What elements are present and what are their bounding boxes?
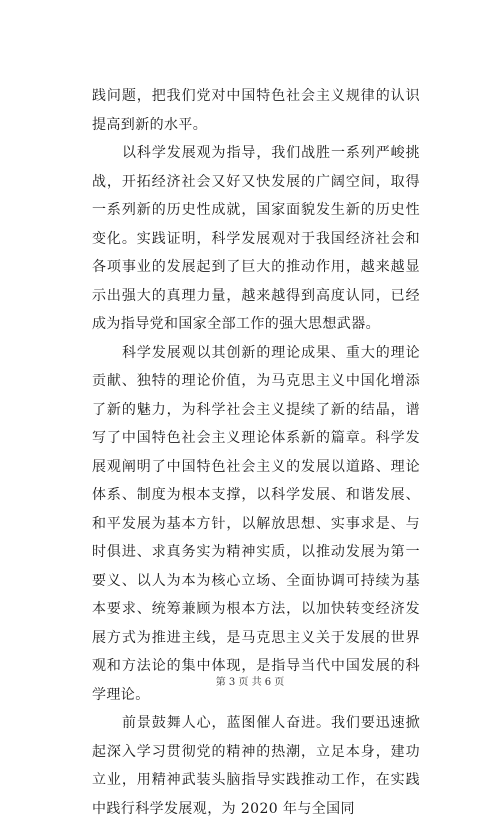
paragraph-prospects: 前景鼓舞人心，蓝图催人奋进。我们要迅速掀起深入学习贯彻党的精神的热潮，立足本身，建功立业，用精神武装头脑指导实践推动工作，在实践中践行科学发展观，为 2020 年与全国同: [92, 715, 420, 817]
paragraph-scientific-outlook-guidance: 以科学发展观为指导，我们战胜一系列严峻挑战，开拓经济社会又好又快发展的广阔空间，取得一系列新的历史性成就，国家面貌发生新的历史性变化。实践证明，科学发展观对于我国经济社会和各项事业的发展起到了巨大的推动作用，越来越显示出强大的真理力量，越来越得到高度认同，已经成为指导党和国家全部工作的强大思想武器。: [92, 145, 420, 332]
paragraph-continuation: 践问题，把我们党对中国特色社会主义规律的认识提高到新的水平。: [92, 88, 420, 133]
paragraph-theoretical-value: 科学发展观以其创新的理论成果、重大的理论贡献、独特的理论价值，为马克思主义中国化增添了新的魅力，为科学社会主义提续了新的结晶，谱写了中国特色社会主义理论体系新的篇章。科学发展观阐明了中国特色社会主义的发展以道路、理论体系、制度为根本支撑，以科学发展、和谐发展、和平发展为基本方针，以解放思想、实事求是、与时俱进、求真务实为精神实质，以推动发展为第一要义、以人为本为核心立场、全面协调可持续为基本要求、统筹兼顾为根本方法，以加快转变经济发展方式为推进主线，是马克思主义关于发展的世界观和方法论的集中体现，是指导当代中国发展的科学理论。: [92, 344, 420, 703]
page-number-footer: 第 3 页 共 6 页: [215, 677, 285, 688]
document-body: [92, 82, 420, 823]
